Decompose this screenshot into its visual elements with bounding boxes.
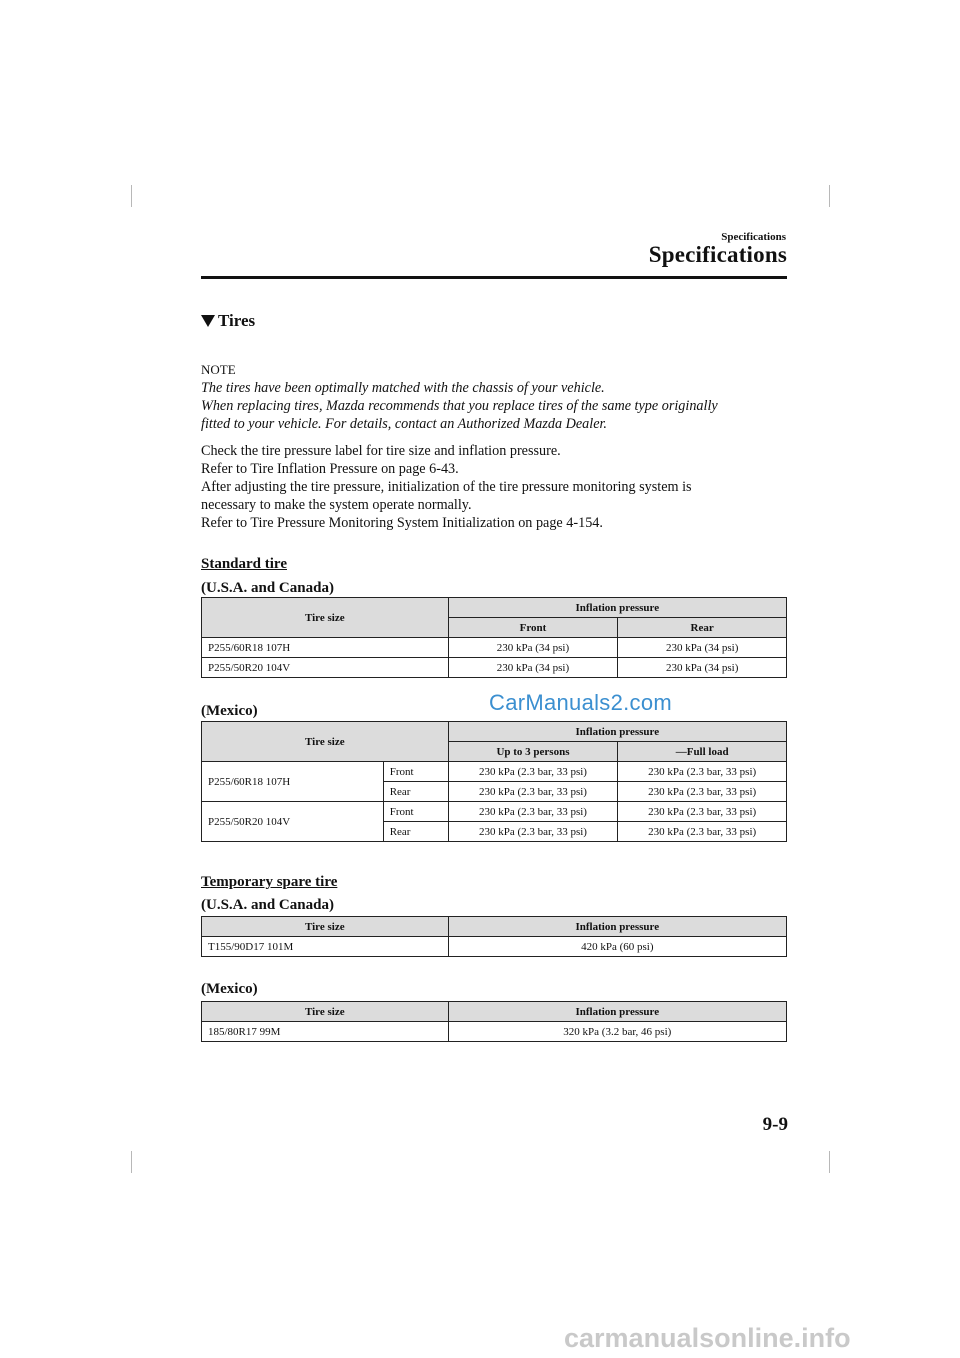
region-heading-us: (U.S.A. and Canada) xyxy=(201,580,334,596)
cell-front: 230 kPa (34 psi) xyxy=(448,658,618,678)
col-header-tire-size: Tire size xyxy=(202,917,449,937)
table-row xyxy=(202,937,787,957)
col-header-front: Front xyxy=(448,618,618,638)
crop-mark xyxy=(829,1151,830,1173)
crop-mark xyxy=(131,185,132,207)
col-header-tire-size: Tire size xyxy=(202,722,449,762)
spare-mx-table xyxy=(201,1001,787,1042)
col-header-inflation: Inflation pressure xyxy=(448,722,786,742)
col-header-inflation: Inflation pressure xyxy=(448,598,786,618)
region-heading-mx: (Mexico) xyxy=(201,981,258,997)
cell-axle: Front xyxy=(383,762,448,782)
table-row xyxy=(202,1022,787,1042)
note-label: NOTE xyxy=(201,362,236,377)
cell-size: 185/80R17 99M xyxy=(202,1022,449,1042)
body-line: Check the tire pressure label for tire size and inflation pressure. xyxy=(201,443,561,459)
cell-size: P255/60R18 107H xyxy=(202,638,449,658)
note-line: fitted to your vehicle. For details, contact an Authorized Mazda Dealer. xyxy=(201,416,607,432)
region-heading-us: (U.S.A. and Canada) xyxy=(201,897,334,913)
col-header-rear: Rear xyxy=(618,618,787,638)
running-header-small: Specifications xyxy=(721,231,786,243)
standard-mx-table xyxy=(201,721,787,842)
standard-tire-heading: Standard tire xyxy=(201,556,287,572)
crop-mark xyxy=(131,1151,132,1173)
page-number: 9-9 xyxy=(762,1114,788,1135)
cell-up-to-3: 230 kPa (2.3 bar, 33 psi) xyxy=(448,822,618,842)
header-rule xyxy=(201,276,787,279)
cell-rear: 230 kPa (34 psi) xyxy=(618,638,787,658)
running-header-title: Specifications xyxy=(648,242,787,267)
body-line: Refer to Tire Pressure Monitoring System Initialization on page 4-154. xyxy=(201,515,603,531)
body-line: Refer to Tire Inflation Pressure on page 6-43. xyxy=(201,461,459,477)
note-line: When replacing tires, Mazda recommends that you replace tires of the same type originally xyxy=(201,398,718,414)
col-header-up-to-3: Up to 3 persons xyxy=(448,742,618,762)
crop-mark xyxy=(829,185,830,207)
cell-axle: Rear xyxy=(383,782,448,802)
cell-pressure: 420 kPa (60 psi) xyxy=(448,937,786,957)
cell-full-load: 230 kPa (2.3 bar, 33 psi) xyxy=(618,782,787,802)
region-heading-mx: (Mexico) xyxy=(201,703,258,719)
table-row xyxy=(202,638,787,658)
cell-axle: Front xyxy=(383,802,448,822)
col-header-tire-size: Tire size xyxy=(202,598,449,638)
section-title-text: Tires xyxy=(218,311,256,330)
body-line: necessary to make the system operate normally. xyxy=(201,497,472,513)
footer-watermark: carmanualsonline.info xyxy=(564,1323,851,1353)
spare-tire-heading: Temporary spare tire xyxy=(201,874,338,890)
note-line: The tires have been optimally matched with the chassis of your vehicle. xyxy=(201,380,605,396)
cell-size: T155/90D17 101M xyxy=(202,937,449,957)
cell-full-load: 230 kPa (2.3 bar, 33 psi) xyxy=(618,762,787,782)
col-header-inflation: Inflation pressure xyxy=(448,917,786,937)
cell-full-load: 230 kPa (2.3 bar, 33 psi) xyxy=(618,822,787,842)
body-line: After adjusting the tire pressure, initialization of the tire pressure monitoring system is xyxy=(201,479,692,495)
table-row xyxy=(202,802,787,822)
cell-size: P255/50R20 104V xyxy=(202,802,384,842)
standard-us-table xyxy=(201,597,787,678)
body-paragraph xyxy=(201,442,791,532)
note-body xyxy=(201,379,791,433)
triangle-down-icon xyxy=(201,315,215,327)
cell-rear: 230 kPa (34 psi) xyxy=(618,658,787,678)
spare-us-table xyxy=(201,916,787,957)
cell-size: P255/60R18 107H xyxy=(202,762,384,802)
cell-axle: Rear xyxy=(383,822,448,842)
col-header-full-load: —Full load xyxy=(618,742,787,762)
watermark-logo: CarManuals2.com xyxy=(489,690,673,715)
table-row xyxy=(202,762,787,782)
cell-front: 230 kPa (34 psi) xyxy=(448,638,618,658)
cell-size: P255/50R20 104V xyxy=(202,658,449,678)
cell-up-to-3: 230 kPa (2.3 bar, 33 psi) xyxy=(448,762,618,782)
cell-up-to-3: 230 kPa (2.3 bar, 33 psi) xyxy=(448,782,618,802)
section-title xyxy=(201,311,255,331)
cell-up-to-3: 230 kPa (2.3 bar, 33 psi) xyxy=(448,802,618,822)
table-row xyxy=(202,658,787,678)
col-header-tire-size: Tire size xyxy=(202,1002,449,1022)
cell-full-load: 230 kPa (2.3 bar, 33 psi) xyxy=(618,802,787,822)
cell-pressure: 320 kPa (3.2 bar, 46 psi) xyxy=(448,1022,786,1042)
col-header-inflation: Inflation pressure xyxy=(448,1002,786,1022)
